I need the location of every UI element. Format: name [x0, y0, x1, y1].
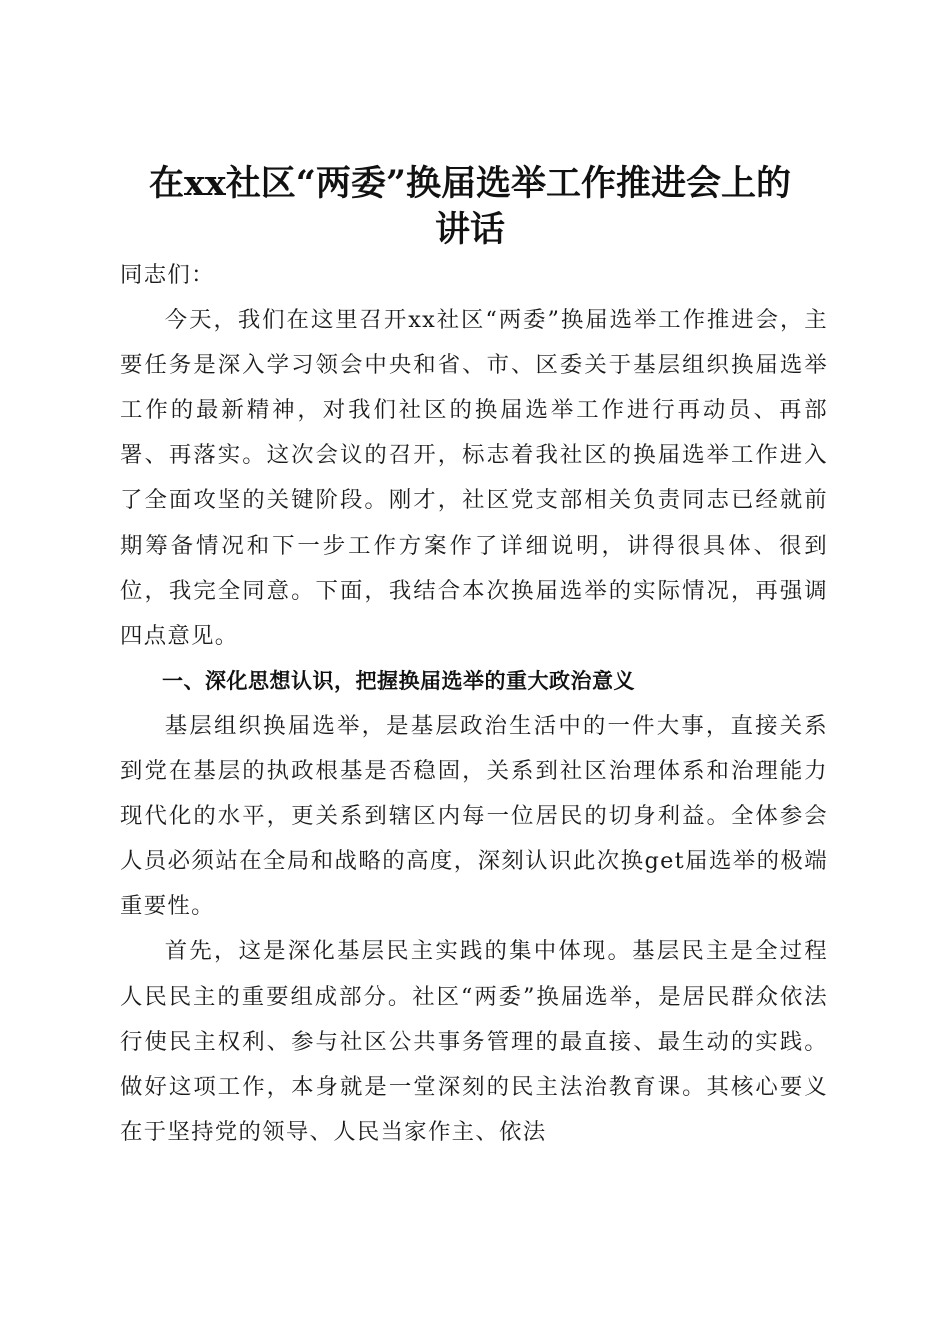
paragraph-first-point: 首先，这是深化基层民主实践的集中体现。基层民主是全过程人民民主的重要组成部分。社区“两委”换届选举，是居民群众依法行使民主权利、参与社区公共事务管理的最直接、最生动的实践。做好这项工作，本身就是一堂深刻的民主法治教育课。其核心要义在于坚持党的领导、人民当家作主、依法: [120, 938, 828, 1145]
salutation: 同志们：: [120, 262, 215, 288]
paragraph-intro: 今天，我们在这里召开xx社区“两委”换届选举工作推进会，主要任务是深入学习领会中央和省、市、区委关于基层组织换届选举工作的最新精神，对我们社区的换届选举工作进行再动员、再部署、再落实。这次会议的召开，标志着我社区的换届选举工作进入了全面攻坚的关键阶段。刚才，社区党支部相关负责同志已经就前期筹备情况和下一步工作方案作了详细说明，讲得很具体、很到位，我完全同意。下面，我结合本次换届选举的实际情况，再强调四点意见。: [120, 307, 828, 649]
paragraph-significance: 基层组织换届选举，是基层政治生活中的一件大事，直接关系到党在基层的执政根基是否稳固，关系到社区治理体系和治理能力现代化的水平，更关系到辖区内每一位居民的切身利益。全体参会人员必须站在全局和战略的高度，深刻认识此次换get届选举的极端重要性。: [120, 712, 828, 920]
section-heading-1: 一、深化思想认识，把握换届选举的重大政治意义: [162, 668, 635, 693]
title-line-2: 讲话: [434, 209, 505, 251]
document-body: [120, 253, 828, 1155]
title-line-1: 在xx社区“两委”换届选举工作推进会上的: [149, 163, 791, 205]
document-title: [100, 161, 840, 253]
